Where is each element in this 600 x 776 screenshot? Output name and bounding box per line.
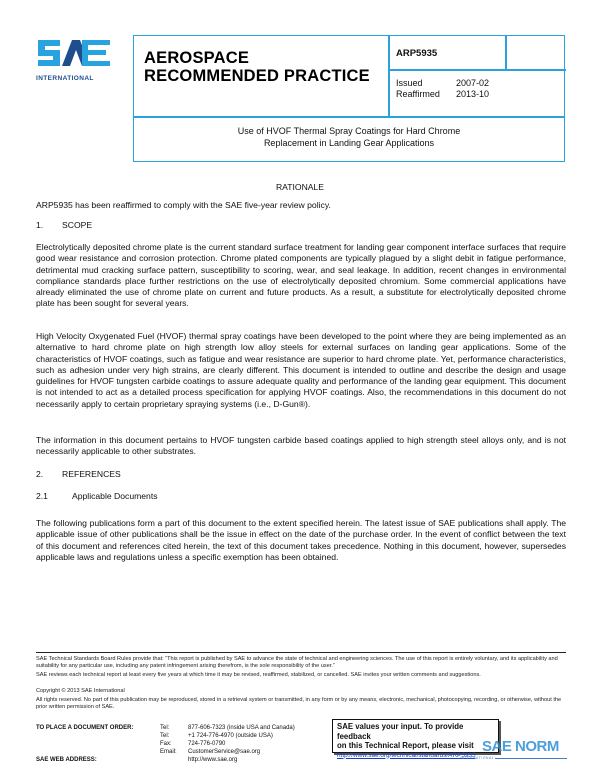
title-line-1: AEROSPACE (144, 49, 250, 67)
order-label: TO PLACE A DOCUMENT ORDER: (36, 725, 134, 731)
subtitle-line-2: Replacement in Landing Gear Applications (263, 138, 435, 148)
feedback-line-1: SAE values your input. To provide feedback (337, 722, 464, 741)
contact-value: +1 724-776-4970 (outside USA) (188, 733, 273, 739)
subtitle-line-1: Use of HVOF Thermal Spray Coatings for Hard Chrome (237, 126, 461, 136)
watermark-line (495, 758, 567, 759)
title-line-2: RECOMMENDED PRACTICE (144, 67, 370, 85)
document-subtitle (134, 125, 564, 149)
contact-email[interactable]: CustomerService@sae.org (188, 749, 261, 755)
feedback-line-2: on this Technical Report, please visit (337, 741, 474, 750)
footer-notice-1: SAE Technical Standards Board Rules provide that: “This report is published by SAE to advance the state of technical and engineering sciences. The use of this report is entirely voluntary, and its applicability and suitability for any particular use, including any patent infringement arising therefrom, is the sole responsibility of the user.” (36, 656, 558, 669)
web-address-link[interactable]: http://www.sae.org (188, 757, 238, 763)
issued-label: Issued (396, 78, 423, 88)
contact-value: 724-776-0790 (188, 741, 226, 747)
web-address-label: SAE WEB ADDRESS: (36, 757, 97, 763)
rationale-heading: RATIONALE (275, 182, 325, 192)
contact-value: 877-606-7323 (inside USA and Canada) (188, 725, 295, 731)
footer-rights: All rights reserved. No part of this publication may be reproduced, stored in a retrieval system or transmitted, in any form or by any means, electronic, mechanical, photocopying, recording, or otherwise, without the prior written permission of SAE. (36, 697, 562, 710)
issued-value: 2007-02 (456, 78, 490, 88)
logo-subtitle: INTERNATIONAL (36, 75, 94, 82)
document-header-box (133, 35, 565, 162)
section-number: 1. (36, 220, 44, 230)
section-2-1-heading (36, 491, 158, 501)
subsection-number: 2.1 (36, 491, 48, 501)
scope-paragraph-3: The information in this document pertains to HVOF tungsten carbide based coatings applied to high strength steel alloys only, and is not necessarily applicable to other substrates. (36, 435, 566, 457)
contact-key: Fax: (160, 741, 172, 747)
watermark-subtitle: INTERNATIONAL (460, 756, 495, 760)
applicable-documents-paragraph: The following publications form a part of this document to the extent specified herein. The latest issue of SAE publications shall apply. The applicable issue of other publications shall be the issue in effect on the date of the purchase order. In the event of conflict between the text of this document and references cited herein, the text of this document takes precedence. Nothing in this document, however, supersedes applicable laws and regulations unless a specific exemption has been obtained. (36, 518, 566, 562)
document-type-title (144, 49, 370, 85)
section-2-heading (36, 469, 121, 479)
section-number: 2. (36, 469, 44, 479)
document-number: ARP5935 (396, 48, 438, 59)
rationale-text: ARP5935 has been reaffirmed to comply with the SAE five-year review policy. (36, 200, 331, 210)
footer-copyright: Copyright © 2013 SAE International (36, 688, 125, 694)
reaffirmed-value: 2013-10 (456, 89, 490, 99)
scope-paragraph-1: Electrolytically deposited chrome plate is the current standard surface treatment for landing gear component interface surfaces that require good wear resistance and corrosion protection. Chrome plated components are typically plagued by a slight debit in fatigue performance, detrimental mud cracking surface pattern, susceptibility to scoring, wear, and seal leakage. In addition, recent changes in environmental compliance standards place further restrictions on the use of electrolytically deposited chromium. Some commercial applications have already eliminated the use of chrome plate on current and future products. As a result, a substitute for electrolytically deposited chrome plate has been sought for several years. (36, 242, 566, 309)
reaffirmed-label: Reaffirmed (396, 89, 440, 99)
contact-key: Tel: (160, 725, 170, 731)
section-title: REFERENCES (62, 469, 121, 479)
section-title: SCOPE (62, 220, 93, 230)
section-1-heading (36, 220, 92, 230)
contact-key: Email: (160, 749, 177, 755)
footer-notice-2: SAE reviews each technical report at least every five years at which time it may be revised, reaffirmed, stabilized, or cancelled. SAE invites your written comments and suggestions. (36, 672, 481, 678)
subsection-title: Applicable Documents (72, 491, 158, 501)
scope-paragraph-2: High Velocity Oxygenated Fuel (HVOF) thermal spray coatings have been developed to the point where they are being implemented as an alternative to hard chrome plate on high strength low alloy steels for external surfaces on landing gear applications. Some of the characteristics of HVOF coatings, such as fatigue and wear resistance are superior to hard chrome plate. Yet, performance characteristics, such as adhesion under very high strains, are clearly different. This document is intended to outline and describe the design and usage guidelines for HVOF tungsten carbide coatings to assure adequate quality and performance of the landing gear equipment. This document is not intended to act as a detailed process specification for applying HVOF coatings. Also, the recommendations in this document do not necessarily apply to certain proprietary spraying systems (i.e., D-Gun®). (36, 331, 566, 409)
watermark-text: SAE NORM (482, 738, 559, 755)
document-dates (396, 78, 489, 100)
footer-divider (36, 652, 566, 653)
feedback-link[interactable]: http://www.sae.org/technical/standards/ARP5935 (337, 751, 476, 759)
contact-key: Tel: (160, 733, 170, 739)
